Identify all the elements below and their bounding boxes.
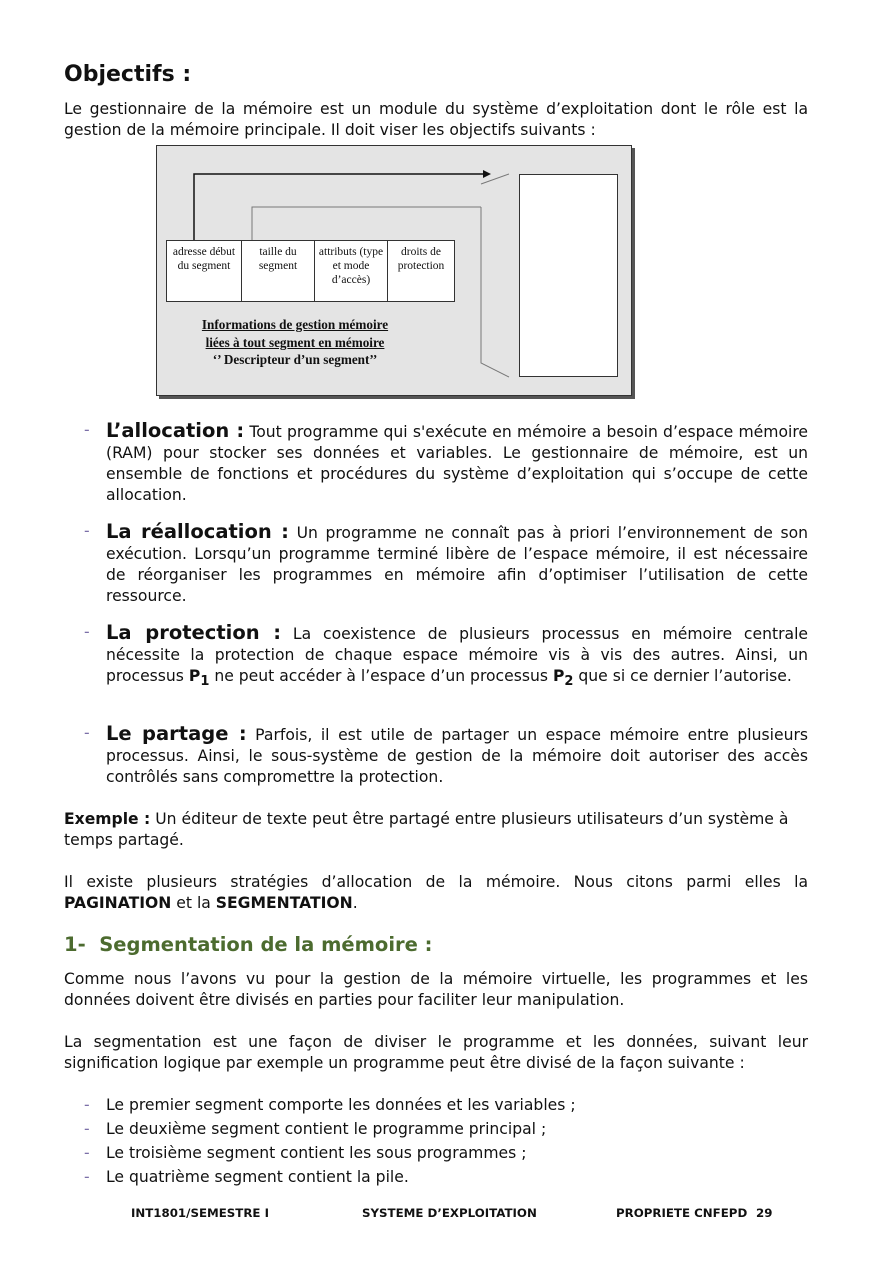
cell-start-address: adresse début du segment <box>167 241 242 302</box>
list-item: - Le troisième segment contient les sous programmes ; <box>84 1144 527 1162</box>
pagination-term: PAGINATION <box>64 894 172 912</box>
segment-list <box>84 1093 808 1189</box>
section-number: 1- <box>64 933 86 956</box>
bullet-text: Parfois, il est utile de partager un espace mémoire entre plusieurs processus. Ainsi, le sous-système de gestion de la mémoire doit autoriser des accès contrôlés sans compromettre la protection. <box>106 726 808 786</box>
bullet-text: Un programme ne connaît pas à priori l’environnement de son exécution. Lorsqu’un programme terminé libère de l’espace mémoire, il est nécessaire de réorganiser les programmes en mémoire afin d’optimiser l’utilisation de cette ressource. <box>106 524 808 605</box>
paragraph-2: La segmentation est une façon de diviser le programme et les données, suivant leur signification logique par exemple un programme peut être divisé de la façon suivante : <box>64 1033 808 1072</box>
paragraph-1: Comme nous l’avons vu pour la gestion de la mémoire virtuelle, les programmes et les données doivent être divisés en parties pour faciliter leur manipulation. <box>64 970 808 1009</box>
process-p2: $P_2$ <box>552 667 574 690</box>
caption-line-2: liées à tout segment en mémoire <box>205 334 385 350</box>
arrow-line-address <box>194 174 483 242</box>
cell-segment-size: taille du segment <box>242 241 315 302</box>
bullet-text-a: La coexistence de plusieurs processus en mémoire centrale nécessite la protection de chaque espace mémoire vis à vis des autres. Ainsi, un processus <box>106 625 808 685</box>
bullet-protection <box>84 622 808 692</box>
strategies-and: et la <box>171 894 216 912</box>
list-item: - Le deuxième segment contient le programme principal ; <box>84 1120 547 1138</box>
example-text: Un éditeur de texte peut être partagé entre plusieurs utilisateurs d’un système à temps partagé. <box>64 810 789 849</box>
figure-caption <box>175 316 415 369</box>
strategies-end: . <box>352 894 358 912</box>
section-heading <box>64 933 432 956</box>
segmentation-term: SEGMENTATION <box>215 894 353 912</box>
bullet-dash: - <box>84 724 90 742</box>
process-p1: $P_1$ <box>188 667 210 690</box>
line-size <box>252 207 481 242</box>
bullet-term: Le partage : <box>106 722 247 745</box>
footer-course: INT1801/SEMESTRE I <box>131 1206 269 1220</box>
footer-owner: PROPRIETE CNFEPD <box>616 1206 748 1220</box>
caption-line-1: Informations de gestion mémoire <box>201 317 389 332</box>
example-label: Exemple : <box>64 810 151 828</box>
bullet-dash: - <box>84 421 90 439</box>
intro-paragraph: Le gestionnaire de la mémoire est un module du système d’exploitation dont le rôle est la gestion de la mémoire principale. Il doit viser les objectifs suivants : <box>64 100 808 139</box>
strategies-text: Il existe plusieurs stratégies d’allocation de la mémoire. Nous citons parmi elles la <box>64 873 808 891</box>
bullet-sharing <box>84 723 808 788</box>
footer-page-number: 29 <box>756 1206 773 1220</box>
cell-attributes: attributs (type et mode d’accès) <box>315 241 388 302</box>
bullet-text-c: que si ce dernier l’autorise. <box>573 667 792 685</box>
bullet-text-b: ne peut accéder à l’espace d’un processus <box>209 667 553 685</box>
bullet-dash: - <box>84 522 90 540</box>
bullet-text: Tout programme qui s'exécute en mémoire a besoin d’espace mémoire (RAM) pour stocker ses données et variables. Le gestionnaire de mémoire, est un ensemble de fonctions et procédures du système d’exploitation qui s’occupe de cette allocation. <box>106 423 808 504</box>
bullet-term: La protection : <box>106 621 282 644</box>
list-item: - Le quatrième segment contient la pile. <box>84 1168 409 1186</box>
example-paragraph <box>64 809 808 851</box>
cell-protection-rights: droits de protection <box>388 241 455 302</box>
bullet-term: L’allocation : <box>106 419 245 442</box>
caption-line-3: ‘’ Descripteur d’un segment’’ <box>212 352 378 367</box>
descriptor-table <box>166 240 455 302</box>
footer-subject: SYSTEME D’EXPLOITATION <box>362 1206 537 1220</box>
bullet-allocation <box>84 420 808 506</box>
memory-block <box>519 174 618 377</box>
strategies-paragraph <box>64 872 808 914</box>
list-item: - Le premier segment comporte les données et les variables ; <box>84 1096 576 1114</box>
section-title: Segmentation de la mémoire : <box>99 933 433 956</box>
page-heading: Objectifs : <box>64 62 192 87</box>
arrow-head-icon <box>483 170 491 178</box>
segment-descriptor-figure <box>156 145 632 396</box>
bracket-bottom <box>481 207 509 377</box>
bullet-term: La réallocation : <box>106 520 289 543</box>
bullet-dash: - <box>84 623 90 641</box>
bullet-reallocation <box>84 521 808 607</box>
